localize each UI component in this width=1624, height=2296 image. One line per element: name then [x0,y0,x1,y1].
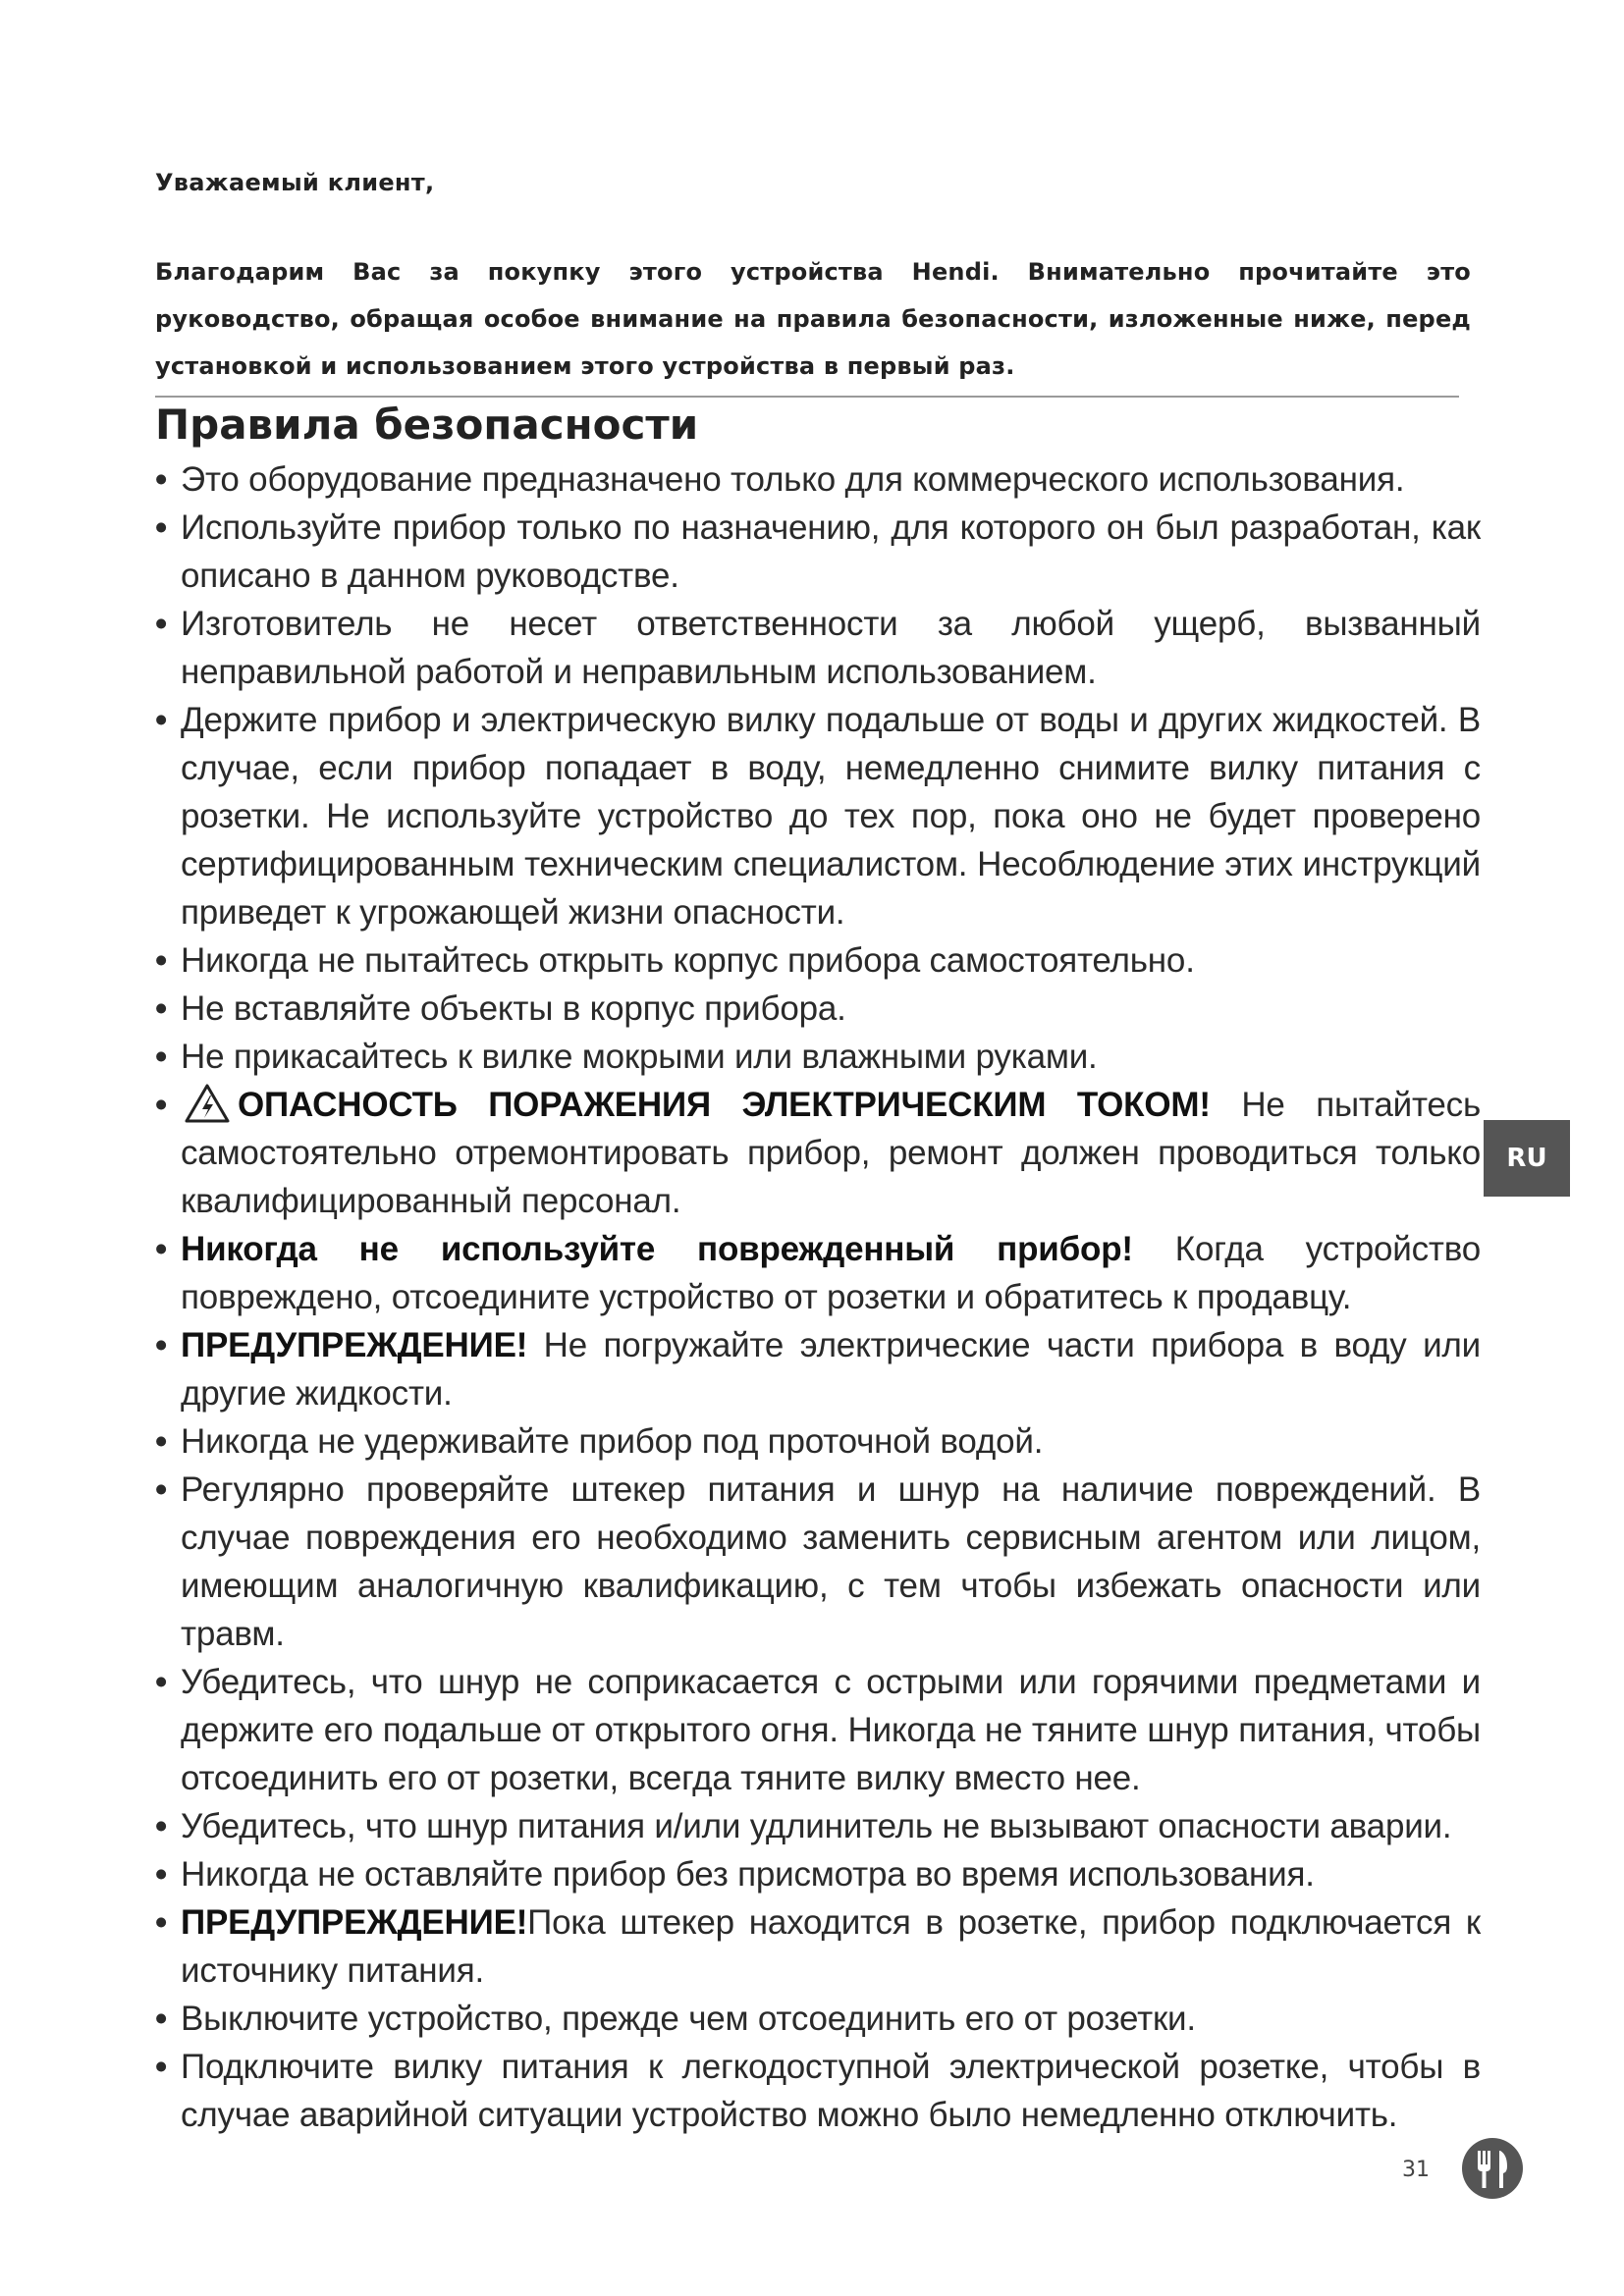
rule-text: Пока штекер находится в розетке, прибор подключается к источнику питания. [181,1903,1481,1990]
rule-item [155,1321,1481,1417]
cutlery-logo-icon [1461,2137,1524,2200]
rule-text: Убедитесь, что шнур не соприкасается с острыми или горячими предметами и держите его подальше от открытого огня. Никогда не тяните шнур питания, чтобы отсоединить его от розетки, всегда тяните вилку вместо нее. [181,1663,1481,1797]
rule-text: Выключите устройство, прежде чем отсоединить его от розетки. [181,2000,1196,2038]
rule-text: Не прикасайтесь к вилке мокрыми или влажными руками. [181,1038,1098,1076]
rule-item [155,1658,1481,1802]
rule-text: Не пытайтесь самостоятельно отремонтировать прибор, ремонт должен проводиться только квалифицированный персонал. [181,1086,1481,1220]
rule-item [155,1850,1481,1898]
rule-item [155,1417,1481,1466]
rule-text: Не погружайте электрические части прибора в воду или другие жидкости. [181,1326,1481,1413]
rule-text: Это оборудование предназначено только для коммерческого использования. [181,460,1405,499]
rule-item [155,1033,1481,1081]
rule-text: Подключите вилку питания к легкодоступной электрической розетке, чтобы в случае аварийной ситуации устройство можно было немедленно отключить. [181,2048,1481,2134]
section-divider [155,396,1459,398]
rule-text: Изготовитель не несет ответственности за любой ущерб, вызванный неправильной работой и неправильным использованием. [181,605,1481,691]
rule-text: Используйте прибор только по назначению, для которого он был разработан, как описано в данном руководстве. [181,508,1481,595]
safety-rules-list [155,455,1481,2139]
rule-item [155,455,1481,504]
rule-item [155,1225,1481,1321]
rule-text: Когда устройство повреждено, отсоедините устройство от розетки и обратитесь к продавцу. [181,1230,1481,1316]
rule-item [155,985,1481,1033]
rule-item [155,936,1481,985]
rule-bold-lead: ПРЕДУПРЕЖДЕНИЕ! [181,1903,528,1942]
rule-item [155,600,1481,696]
rule-text: Регулярно проверяйте штекер питания и шнур на наличие повреждений. В случае повреждения его необходимо заменить сервисным агентом или лицом, имеющим аналогичную квалификацию, с тем чтобы избежать опасности или травм. [181,1470,1481,1653]
rule-item [155,504,1481,600]
rule-item [155,2043,1481,2139]
rule-text: Никогда не удерживайте прибор под проточной водой. [181,1422,1044,1461]
rule-bold-lead: ОПАСНОСТЬ ПОРАЖЕНИЯ ЭЛЕКТРИЧЕСКИМ ТОКОМ! [238,1086,1211,1124]
rule-text: Держите прибор и электрическую вилку подальше от воды и других жидкостей. В случае, если прибор попадает в воду, немедленно снимите вилку питания с розетки. Не используйте устройство до тех пор, пока оно не будет проверено сертифицированным техническим специалистом. Несоблюдение этих инструкций приведет к угрожающей жизни опасности. [181,701,1481,932]
greeting: Уважаемый клиент, [155,169,435,196]
rule-item [155,1898,1481,1995]
section-heading: Правила безопасности [155,400,699,449]
rule-bold-lead: Никогда не используйте поврежденный прибор! [181,1230,1133,1268]
rule-bold-lead: ПРЕДУПРЕЖДЕНИЕ! [181,1326,528,1364]
electric-warning-icon [185,1084,230,1123]
language-tab: RU [1484,1120,1570,1197]
page-number: 31 [1402,2158,1430,2182]
intro-paragraph: Благодарим Вас за покупку этого устройства Hendi. Внимательно прочитайте это руководство, обращая особое внимание на правила безопасности, изложенные ниже, перед установкой и использованием этого устройства в первый раз. [155,258,1471,380]
rule-text: Никогда не пытайтесь открыть корпус прибора самостоятельно. [181,941,1195,980]
rule-text: Убедитесь, что шнур питания и/или удлинитель не вызывают опасности аварии. [181,1807,1452,1845]
rule-item [155,696,1481,936]
rule-item [155,1081,1481,1225]
rule-item [155,1466,1481,1658]
rule-text: Не вставляйте объекты в корпус прибора. [181,989,846,1028]
rule-item [155,1995,1481,2043]
rule-text: Никогда не оставляйте прибор без присмотра во время использования. [181,1855,1315,1894]
rule-item [155,1802,1481,1850]
